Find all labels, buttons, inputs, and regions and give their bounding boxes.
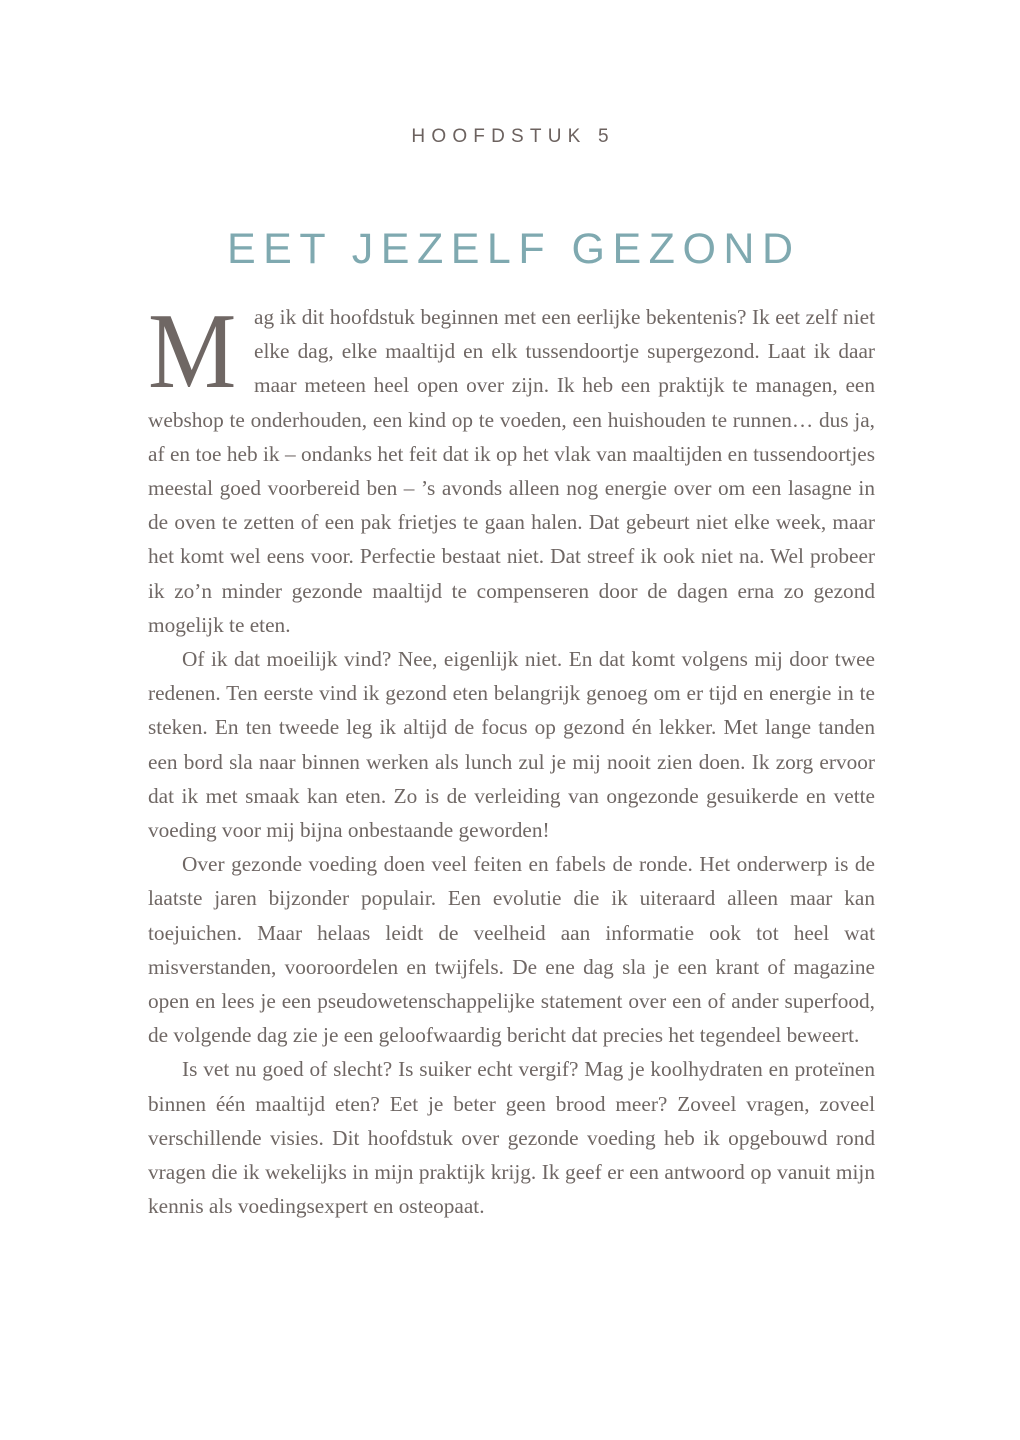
paragraph-2-text: Of ik dat moeilijk vind? Nee, eigenlijk niet. En dat komt volgens mij door twee redenen. Ten eerste vind ik gezond eten belangrijk genoeg om er tijd en energie in te steken. En ten tweede leg ik altijd de focus op gezond én lekker. Met lange tanden een bord sla naar binnen werken als lunch zul je mij nooit zien doen. Ik zorg ervoor dat ik met smaak kan eten. Zo is de verleiding van ongezonde gesuikerde en vette voeding voor mij bijna onbestaande geworden! xyxy=(148,647,875,843)
paragraph-3-text: Over gezonde voeding doen veel feiten en fabels de ronde. Het onderwerp is de laatste jaren bijzonder populair. Een evolutie die ik uiteraard alleen maar kan toejuichen. Maar helaas leidt de veelheid aan informatie ook tot heel wat misverstanden, vooroordelen en twijfels. De ene dag sla je een krant of magazine open en lees je een pseudowetenschappelijke statement over een of ander superfood, de volgende dag zie je een geloofwaardig bericht dat precies het tegendeel beweert. xyxy=(148,852,875,1048)
paragraph-4-text: Is vet nu goed of slecht? Is suiker echt vergif? Mag je koolhydraten en proteïnen binnen één maaltijd eten? Eet je beter geen brood meer? Zoveel vragen, zoveel verschillende visies. Dit hoofdstuk over gezonde voeding heb ik opgebouwd rond vragen die ik wekelijks in mijn praktijk krijg. Ik geef er een antwoord op vanuit mijn kennis als voedingsexpert en osteopaat. xyxy=(148,1057,875,1219)
body-text-column xyxy=(148,292,875,1223)
paragraph-1-text: ag ik dit hoofdstuk beginnen met een eerlijke bekentenis? Ik eet zelf niet elke dag, elke maaltijd en elk tussendoortje supergezond. Laat ik daar maar meteen heel open over zijn. Ik heb een praktijk te managen, een webshop te onderhouden, een kind op te voeden, een huishouden te runnen… dus ja, af en toe heb ik – ondanks het feit dat ik op het vlak van maaltijden en tussendoortjes meestal goed voorbereid ben – ’s avonds alleen nog energie over om een lasagne in de oven te zetten of een pak frietjes te gaan halen. Dat gebeurt niet elke week, maar het komt wel eens voor. Perfectie bestaat niet. Dat streef ik ook niet na. Wel probeer ik zo’n minder gezonde maaltijd te compenseren door de dagen erna zo gezond mogelijk te eten. xyxy=(148,305,875,637)
page-title: EET JEZELF GEZOND xyxy=(227,224,801,273)
paragraph-2 xyxy=(148,642,875,847)
paragraph-1 xyxy=(148,292,875,642)
drop-cap-letter: M xyxy=(148,292,237,411)
chapter-label: HOOFDSTUK 5 xyxy=(411,126,615,147)
paragraph-3 xyxy=(148,847,875,1052)
paragraph-4 xyxy=(148,1052,875,1223)
